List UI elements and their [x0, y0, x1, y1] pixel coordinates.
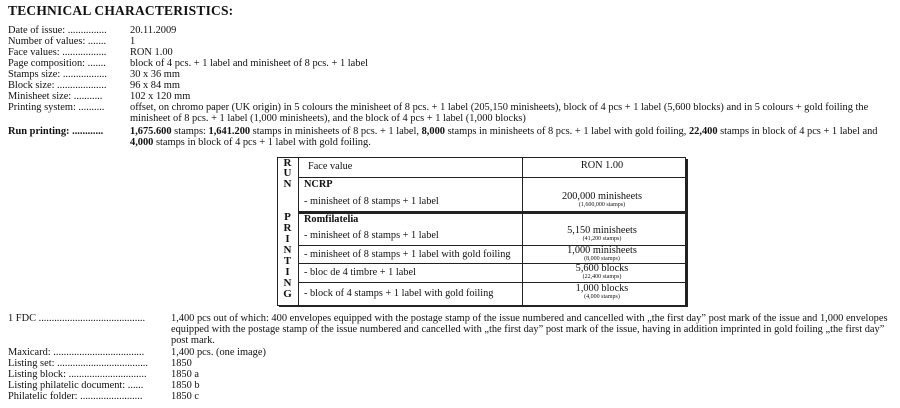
row-label: Printing system: ..........: [8, 102, 105, 113]
row-value: 30 x 36 mm: [130, 69, 180, 80]
row-label: Date of issue: ...............: [8, 25, 107, 36]
row-label: Stamps size: .................: [8, 69, 107, 80]
header-value: RON 1.00: [580, 160, 624, 171]
side-letter: R: [283, 222, 292, 234]
side-letter: G: [283, 288, 292, 300]
run-text: stamps:: [171, 126, 209, 137]
row-value: offset, on chromo paper (UK origin) in 5 colours the minisheet of 8 pcs. + 1 label (205,150 minisheets), block of 4 pcs + 1 label (5,600 blocks) and in 5 colours + gold foiling the minisheet of 8 pcs. + 1 label (1,000 minisheets), and the block of 4 pcs + 1 label (1,000 blocks): [130, 102, 869, 124]
row-value: 1: [130, 36, 136, 47]
run-text: stamps in minisheets of 8 pcs. + 1 label with gold foiling,: [444, 126, 689, 137]
side-letter: N: [283, 277, 292, 289]
row-value: [130, 126, 890, 148]
row-value: 1850 a: [171, 369, 199, 380]
header-label: Face value: [308, 161, 353, 172]
row-label: Run printing: ............: [8, 126, 104, 137]
table-row-value: [522, 226, 682, 243]
row-amount: 5,600 blocks: [575, 263, 629, 274]
side-letter: P: [284, 211, 291, 223]
run-gold-blocks: 4,000: [130, 137, 154, 148]
row-value: 96 x 84 mm: [130, 80, 180, 91]
row-amount: 5,150 minisheets: [567, 225, 637, 236]
table-divider: [522, 177, 523, 192]
table-shadow: [686, 159, 688, 307]
side-letter: T: [283, 255, 292, 267]
run-blocks: 22,400: [688, 126, 718, 137]
side-letter: R: [283, 157, 292, 169]
run-text: stamps in block of 4 pcs + 1 label with gold foiling.: [153, 137, 371, 148]
row-amount: 1,000 minisheets: [567, 245, 637, 256]
table-row-label: - bloc de 4 timbre + 1 label: [304, 267, 416, 278]
table-row-value: [522, 246, 682, 263]
row-label: Listing set: ...................................: [8, 358, 148, 369]
row-value: 1850 b: [171, 380, 200, 391]
table-row-value: [522, 284, 682, 301]
side-letter: N: [283, 178, 292, 190]
row-label: Maxicard: ...................................: [8, 347, 145, 358]
row-label: Listing block: ..............................: [8, 369, 147, 380]
table-row-label: - minisheet of 8 stamps + 1 label: [304, 196, 439, 207]
row-label: Listing philatelic document: ......: [8, 380, 144, 391]
row-label: Page composition: .......: [8, 58, 106, 69]
page-title: TECHNICAL CHARACTERISTICS:: [8, 3, 234, 18]
row-note: (8,000 stamps): [584, 256, 620, 262]
row-label: 1 FDC .........................................: [8, 313, 146, 324]
side-letter: N: [283, 244, 292, 256]
row-value: block of 4 pcs. + 1 label and minisheet of 8 pcs. + 1 label: [130, 58, 368, 69]
row-value: 1,400 pcs out of which: 400 envelopes equipped with the postage stamp of the issue numbered and cancelled with „the first day” post mark of the issue and 1,000 envelopes equipped with the postage stamp of the issue numbered and cancelled with „the first day” post mark of the issue, having in addition imprinted in gold foiling „the first day” post mark.: [171, 313, 888, 346]
row-note: (1,600,000 stamps): [578, 202, 626, 208]
run-text: stamps in minisheets of 8 pcs. + 1 label,: [250, 126, 422, 137]
row-label: Number of values: .......: [8, 36, 107, 47]
row-note: (41,200 stamps): [582, 236, 622, 242]
group-heading-ncrp: NCRP: [304, 179, 333, 190]
row-value: 1850 c: [171, 391, 199, 402]
row-amount: 1,000 blocks: [575, 283, 629, 294]
side-letter: U: [283, 167, 292, 179]
row-value: 1850: [171, 358, 192, 369]
table-rule: [298, 177, 685, 178]
table-row-label: - minisheet of 8 stamps + 1 label: [304, 230, 439, 241]
table-row-label: - block of 4 stamps + 1 label with gold foiling: [304, 288, 494, 299]
table-row-label: - minisheet of 8 stamps + 1 label with gold foiling: [304, 249, 511, 260]
run-minisheets: 1,641.200: [208, 126, 251, 137]
group-heading-romfilatelia: Romfilatelia: [304, 214, 359, 225]
row-value: 20.11.2009: [130, 25, 177, 36]
row-label: Face values: .................: [8, 47, 107, 58]
row-value: 1,400 pcs. (one image): [171, 347, 266, 358]
row-amount: 200,000 minisheets: [561, 191, 643, 202]
run-text: stamps in block of 4 pcs + 1 label and: [717, 126, 878, 137]
table-row-value: [522, 192, 682, 209]
row-note: (4,000 stamps): [584, 294, 620, 300]
run-gold-minisheets: 8,000: [421, 126, 445, 137]
row-value: 102 x 120 mm: [130, 91, 191, 102]
row-value: RON 1.00: [130, 47, 173, 58]
table-shadow: [279, 305, 688, 307]
table-row-value: [522, 264, 682, 281]
row-label: Minisheet size: ...........: [8, 91, 103, 102]
run-total: 1,675.600: [130, 126, 172, 137]
row-label: Philatelic folder: ........................: [8, 391, 143, 402]
row-label: Block size: ...................: [8, 80, 107, 91]
side-letter: I: [285, 233, 290, 245]
side-letter: I: [285, 266, 290, 278]
run-printing-table: [277, 157, 686, 306]
row-note: (22,400 stamps): [582, 274, 622, 280]
